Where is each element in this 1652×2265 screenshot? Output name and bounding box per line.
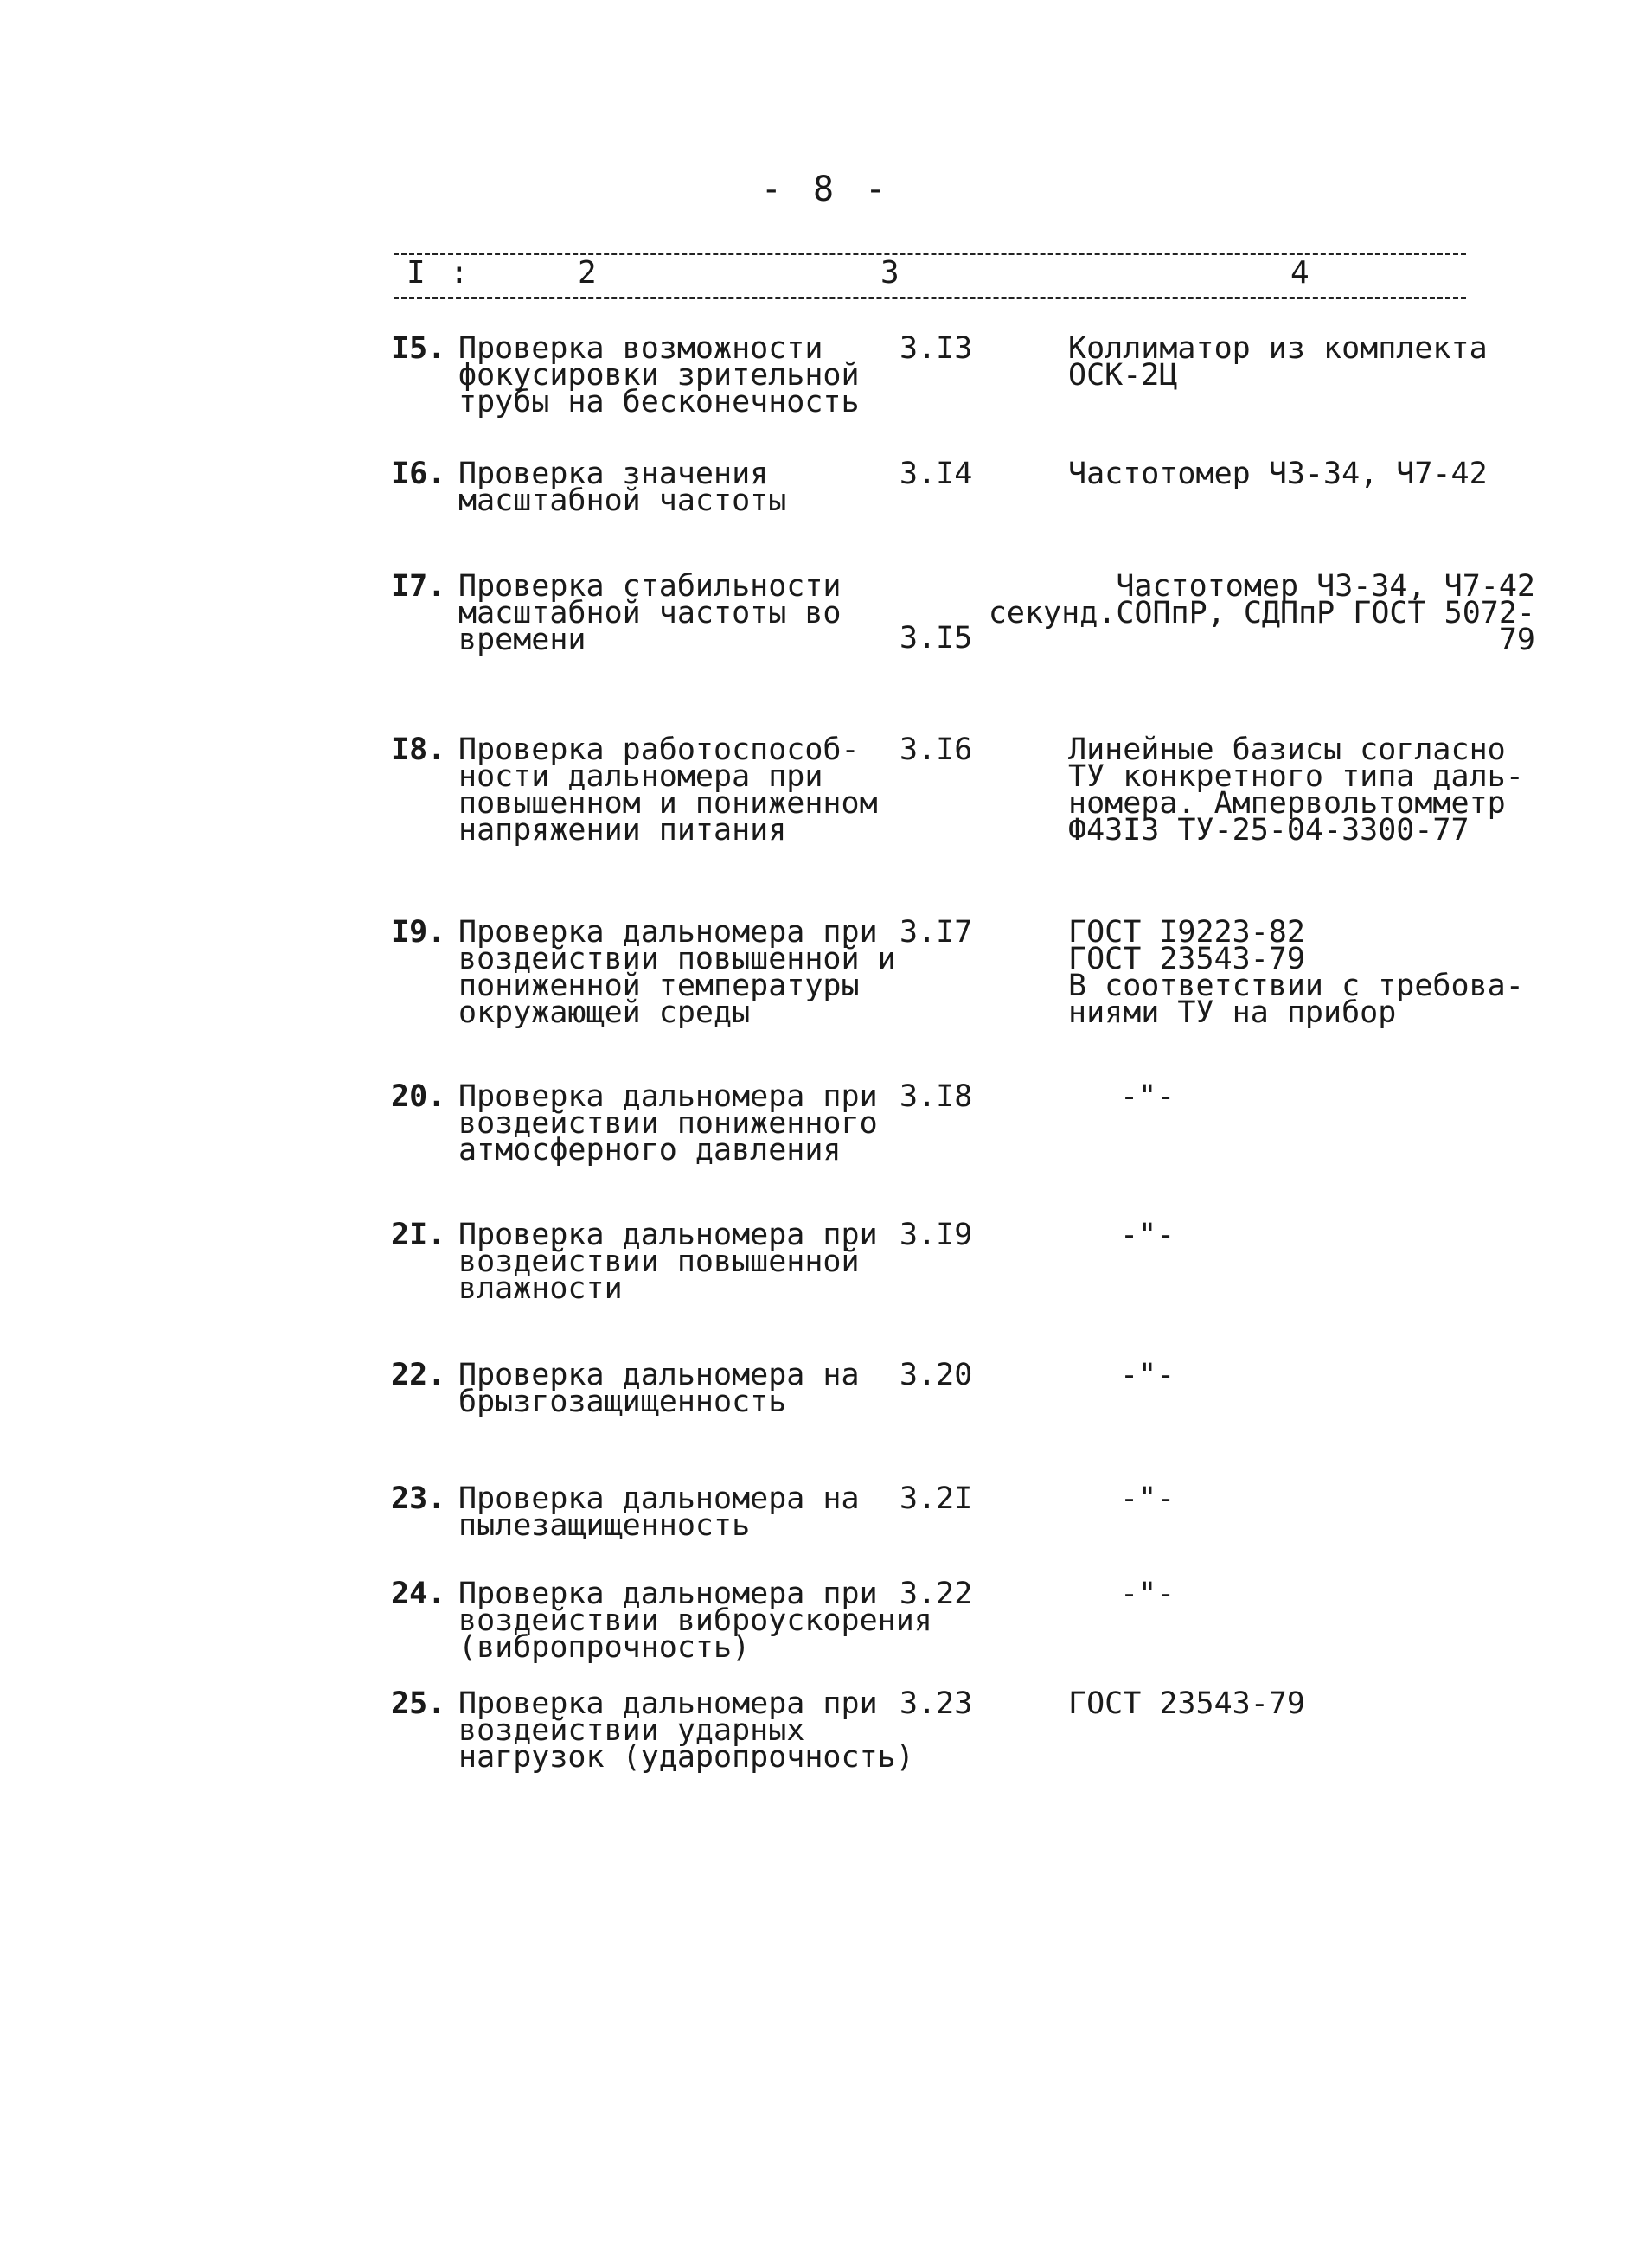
- equipment: -"-: [1120, 1481, 1175, 1516]
- row-number: 22.: [391, 1358, 446, 1392]
- row-number: I9.: [391, 915, 446, 950]
- equipment: ГОСТ I9223-82 ГОСТ 23543-79 В соответствии с требова- ниями ТУ на прибор: [1068, 915, 1524, 1030]
- clause-number: 3.20: [900, 1358, 973, 1392]
- clause-number: 3.23: [900, 1686, 973, 1721]
- check-name: Проверка дальномера при воздействии повышенной влажности: [458, 1218, 878, 1306]
- clause-number: 3.I4: [900, 457, 973, 491]
- row-number: 25.: [391, 1686, 446, 1721]
- column-header-1: I: [407, 255, 426, 291]
- row-number: 24.: [391, 1577, 446, 1611]
- row-number: 20.: [391, 1079, 446, 1114]
- check-name: Проверка дальномера при воздействии ударных нагрузок (ударопрочность): [458, 1686, 914, 1775]
- check-name: Проверка дальномера при воздействии пониженного атмосферного давления: [458, 1079, 878, 1168]
- check-name: Проверка дальномера при воздействии повышенной и пониженной температуры окружающей среды: [458, 915, 896, 1030]
- column-header-separator: :: [450, 255, 469, 291]
- row-number: I8.: [391, 733, 446, 767]
- check-name: Проверка дальномера на пылезащищенность: [458, 1481, 860, 1543]
- equipment: Коллиматор из комплекта ОСК-2Ц: [1068, 331, 1488, 393]
- equipment: ГОСТ 23543-79: [1068, 1686, 1305, 1721]
- table-header-bottom-rule: [394, 297, 1466, 299]
- row-number: I5.: [391, 331, 446, 366]
- equipment: Частотомер Ч3-34, Ч7-42: [1068, 457, 1488, 491]
- check-name: Проверка стабильности масштабной частоты во времени: [458, 569, 842, 657]
- clause-number: 3.2I: [900, 1481, 973, 1516]
- row-number: I7.: [391, 569, 446, 604]
- check-name: Проверка значения масштабной частоты: [458, 457, 787, 518]
- check-name: Проверка возможности фокусировки зрительной трубы на бесконечность: [458, 331, 860, 419]
- equipment: -"-: [1120, 1577, 1175, 1611]
- column-header-3: 3: [880, 255, 900, 291]
- clause-number: 3.I9: [900, 1218, 973, 1252]
- clause-number: 3.I7: [900, 915, 973, 950]
- equipment: -"-: [1120, 1079, 1175, 1114]
- equipment: -"-: [1120, 1218, 1175, 1252]
- check-name: Проверка дальномера при воздействии виброускорения (вибропрочность): [458, 1577, 932, 1665]
- clause-number: 3.22: [900, 1577, 973, 1611]
- clause-number: 3.I5: [900, 621, 973, 656]
- clause-number: 3.I8: [900, 1079, 973, 1114]
- equipment: -"-: [1120, 1358, 1175, 1392]
- clause-number: 3.I3: [900, 331, 973, 366]
- check-name: Проверка работоспособ- ности дальномера при повышенном и пониженном напряжении питания: [458, 733, 878, 848]
- row-number: I6.: [391, 457, 446, 491]
- row-number: 2I.: [391, 1218, 446, 1252]
- equipment: Линейные базисы согласно ТУ конкретного типа даль- номера. Ампервольтомметр Ф43I3 ТУ-25-04-3300-77: [1068, 733, 1524, 848]
- column-header-2: 2: [578, 255, 597, 291]
- check-name: Проверка дальномера на брызгозащищенность: [458, 1358, 860, 1419]
- page-number: - 8 -: [760, 170, 892, 209]
- row-number: 23.: [391, 1481, 446, 1516]
- equipment: Частотомер Ч3-34, Ч7-42 секунд.СОПпР, СДПпР ГОСТ 5072-79: [988, 569, 1535, 657]
- clause-number: 3.I6: [900, 733, 973, 767]
- column-header-4: 4: [1290, 255, 1309, 291]
